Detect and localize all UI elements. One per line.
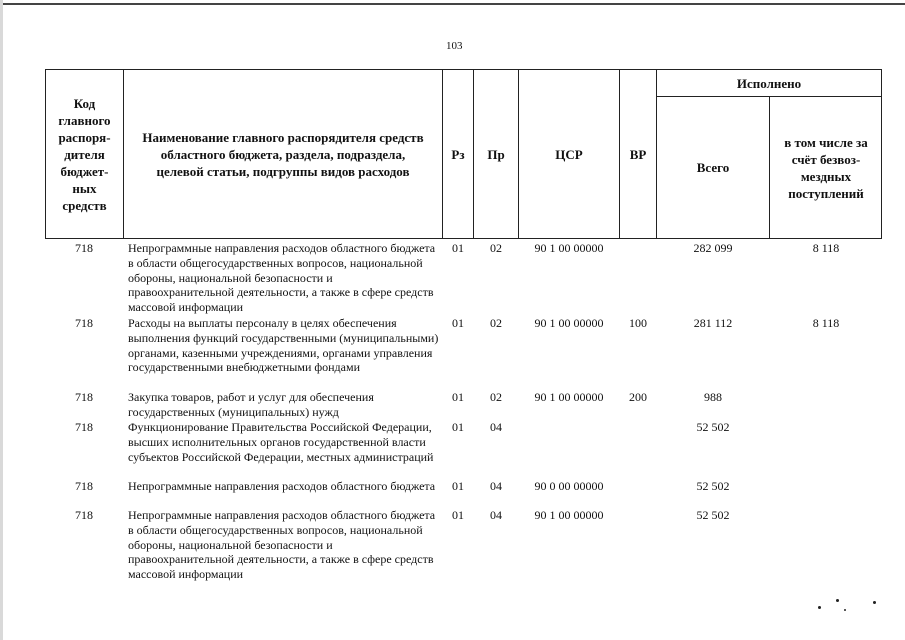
cell-vr: 100 bbox=[629, 316, 647, 330]
cell-total: 282 099 bbox=[693, 241, 733, 255]
cell-name: Расходы на выплаты персоналу в целях обеспечения выполнения функций государственными (муниципальными) органами, казенными учреждениями, органами управления государственными внебюджетными фондами bbox=[128, 316, 439, 375]
header-kod: Код главного распоря-дителя бюджет-ных средств bbox=[58, 95, 111, 213]
cell-vr: 200 bbox=[629, 390, 647, 404]
scan-speck bbox=[818, 606, 821, 609]
cell-csr: 90 1 00 00000 bbox=[534, 390, 604, 404]
cell-free: 8 118 bbox=[812, 316, 840, 330]
col-border-8 bbox=[881, 69, 882, 239]
header-free: в том числе за счёт безвоз-мездных поступлений bbox=[784, 134, 868, 201]
cell-total: 52 502 bbox=[696, 508, 730, 522]
col-border-5 bbox=[619, 69, 620, 239]
cell-rz: 01 bbox=[452, 420, 464, 434]
col-border-7 bbox=[769, 96, 770, 239]
cell-free: 8 118 bbox=[812, 241, 840, 255]
cell-kod: 718 bbox=[75, 479, 93, 493]
cell-name: Функционирование Правительства Российской Федерации, высших исполнительных органов государственной власти субъектов Российской Федерации, местных администраций bbox=[128, 420, 434, 464]
header-pr: Пр bbox=[487, 146, 505, 162]
cell-name: Непрограммные направления расходов областного бюджета bbox=[128, 479, 436, 493]
col-border-2 bbox=[442, 69, 443, 239]
header-top-border bbox=[45, 69, 882, 70]
cell-csr: 90 0 00 00000 bbox=[534, 479, 604, 493]
cell-pr: 04 bbox=[490, 479, 502, 493]
col-border-6 bbox=[656, 69, 657, 239]
cell-kod: 718 bbox=[75, 390, 93, 404]
cell-rz: 01 bbox=[452, 241, 464, 255]
cell-rz: 01 bbox=[452, 390, 464, 404]
cell-pr: 02 bbox=[490, 390, 502, 404]
header-rz: Рз bbox=[451, 146, 465, 162]
cell-kod: 718 bbox=[75, 420, 93, 434]
cell-name: Непрограммные направления расходов областного бюджета в области общегосударственных вопросов, национальной обороны, национальной безопасности и правоохранительной деятельности, а также в сфере средств массовой информации bbox=[128, 508, 436, 582]
cell-name: Непрограммные направления расходов областного бюджета в области общегосударственных вопросов, национальной обороны, национальной безопасности и правоохранительной деятельности, а также в сфере средств массовой информации bbox=[128, 241, 436, 315]
cell-total: 988 bbox=[704, 390, 722, 404]
header-name: Наименование главного распорядителя средств областного бюджета, раздела, подраздела, целевой статьи, подгруппы видов расходов bbox=[142, 129, 424, 179]
cell-pr: 02 bbox=[490, 316, 502, 330]
cell-name: Закупка товаров, работ и услуг для обеспечения государственных (муниципальных) нужд bbox=[128, 390, 374, 419]
page-number: 103 bbox=[446, 40, 463, 52]
col-border-4 bbox=[518, 69, 519, 239]
cell-pr: 04 bbox=[490, 420, 502, 434]
scan-speck bbox=[844, 609, 846, 611]
cell-csr: 90 1 00 00000 bbox=[534, 508, 604, 522]
scan-edge-top bbox=[0, 3, 905, 5]
col-border-1 bbox=[123, 69, 124, 239]
scan-speck bbox=[836, 599, 839, 602]
cell-csr: 90 1 00 00000 bbox=[534, 241, 604, 255]
cell-kod: 718 bbox=[75, 316, 93, 330]
header-executed: Исполнено bbox=[736, 75, 802, 91]
scan-edge-left bbox=[0, 0, 3, 640]
cell-pr: 04 bbox=[490, 508, 502, 522]
cell-total: 281 112 bbox=[693, 316, 733, 330]
cell-rz: 01 bbox=[452, 479, 464, 493]
executed-divider bbox=[656, 96, 882, 97]
header-bottom-border bbox=[45, 238, 882, 239]
cell-total: 52 502 bbox=[696, 479, 730, 493]
header-vr: ВР bbox=[629, 146, 647, 162]
cell-total: 52 502 bbox=[696, 420, 730, 434]
scan-speck bbox=[873, 601, 876, 604]
cell-kod: 718 bbox=[75, 508, 93, 522]
cell-rz: 01 bbox=[452, 316, 464, 330]
cell-csr: 90 1 00 00000 bbox=[534, 316, 604, 330]
header-csr: ЦСР bbox=[555, 146, 583, 162]
col-border-3 bbox=[473, 69, 474, 239]
cell-rz: 01 bbox=[452, 508, 464, 522]
cell-kod: 718 bbox=[75, 241, 93, 255]
col-border-0 bbox=[45, 69, 46, 239]
cell-pr: 02 bbox=[490, 241, 502, 255]
header-total: Всего bbox=[696, 160, 730, 175]
